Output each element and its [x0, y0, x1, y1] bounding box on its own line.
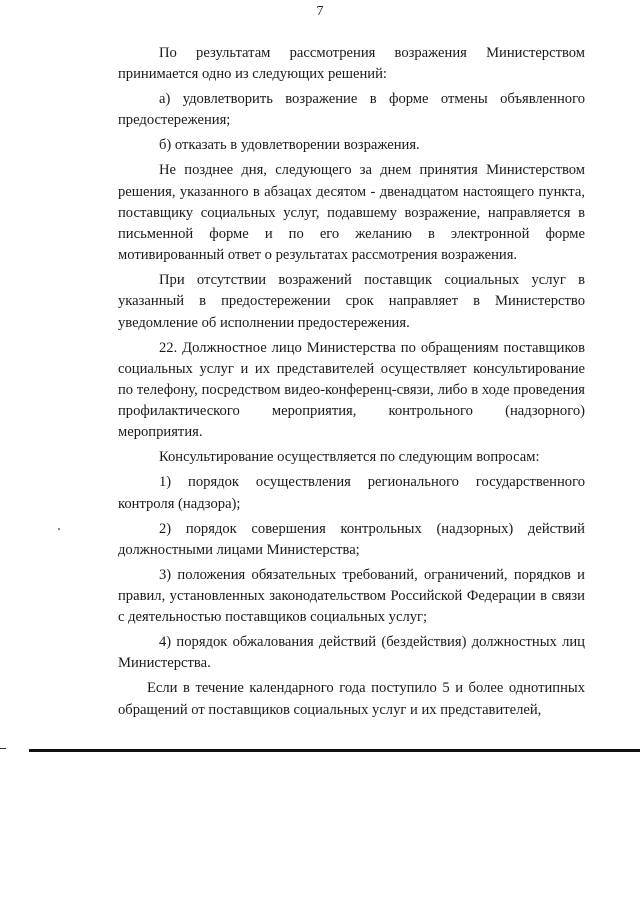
paragraph-repeat-requests: Если в течение календарного года поступило 5 и более однотипных обращений от поставщиков социальных услуг и их представителей,: [118, 680, 585, 718]
document-body: [118, 43, 585, 725]
list-item-2: 2) порядок совершения контрольных (надзорных) действий должностными лицами Министерства;: [118, 520, 585, 558]
paragraph-item-22: 22. Должностное лицо Министерства по обращениям поставщиков социальных услуг и их представителей осуществляет консультирование по телефону, посредством видео-конференц-связи, либо в ходе проведения профилактического мероприятия, контрольного (надзорного) мероприятия.: [118, 339, 585, 441]
paragraph-option-a: а) удовлетворить возражение в форме отмены объявленного предостережения;: [118, 91, 585, 129]
paragraph-response-deadline: Не позднее дня, следующего за днем принятия Министерством решения, указанного в абзацах десятом - двенадцатом настоящего пункта, поставщику социальных услуг, подавшему возражение, направляется в письменной форме и по его желанию в электронной форме мотивированный ответ о результатах рассмотрения возражения.: [118, 162, 585, 264]
scan-edge-mark: [0, 748, 6, 749]
page-number: 7: [316, 4, 324, 19]
scan-speck: [58, 528, 60, 530]
paragraph-decision-intro: По результатам рассмотрения возражения Министерством принимается одно из следующих решений:: [118, 45, 585, 83]
paragraph-option-b: б) отказать в удовлетворении возражения.: [159, 137, 420, 154]
list-item-1: 1) порядок осуществления регионального государственного контроля (надзора);: [118, 474, 585, 512]
scan-divider-line: [29, 749, 640, 752]
list-item-3: 3) положения обязательных требований, ограничений, порядков и правил, установленных законодательством Российской Федерации в связи с деятельностью поставщиков социальных услуг;: [118, 566, 585, 626]
list-item-4: 4) порядок обжалования действий (бездействия) должностных лиц Министерства.: [118, 634, 585, 672]
paragraph-consulting-topics: Консультирование осуществляется по следующим вопросам:: [159, 449, 540, 466]
paragraph-no-objection: При отсутствии возражений поставщик социальных услуг в указанный в предостережении срок направляет в Министерство уведомление об исполнении предостережения.: [118, 272, 585, 331]
